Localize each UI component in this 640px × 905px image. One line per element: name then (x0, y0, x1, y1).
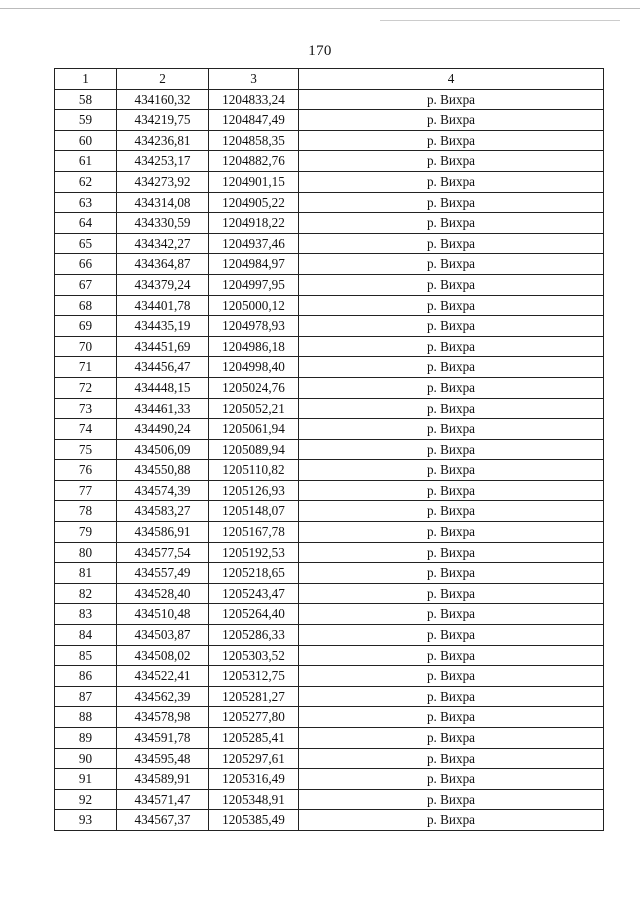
cell-y-coordinate: 1204901,15 (209, 171, 299, 192)
cell-y-coordinate: 1205316,49 (209, 769, 299, 790)
cell-y-coordinate: 1205303,52 (209, 645, 299, 666)
table-row (55, 316, 604, 337)
table-row (55, 501, 604, 522)
cell-y-coordinate: 1205052,21 (209, 398, 299, 419)
cell-x-coordinate: 434364,87 (117, 254, 209, 275)
cell-description: р. Вихра (299, 480, 604, 501)
table-row (55, 460, 604, 481)
cell-point-number: 76 (55, 460, 117, 481)
cell-y-coordinate: 1205348,91 (209, 789, 299, 810)
table-row (55, 480, 604, 501)
cell-x-coordinate: 434342,27 (117, 233, 209, 254)
cell-point-number: 93 (55, 810, 117, 831)
cell-x-coordinate: 434448,15 (117, 377, 209, 398)
cell-description: р. Вихра (299, 110, 604, 131)
cell-x-coordinate: 434236,81 (117, 130, 209, 151)
cell-y-coordinate: 1205277,80 (209, 707, 299, 728)
table-row (55, 213, 604, 234)
table-row (55, 295, 604, 316)
cell-y-coordinate: 1205148,07 (209, 501, 299, 522)
cell-point-number: 71 (55, 357, 117, 378)
cell-x-coordinate: 434503,87 (117, 625, 209, 646)
cell-y-coordinate: 1204918,22 (209, 213, 299, 234)
table-row (55, 377, 604, 398)
table-row (55, 274, 604, 295)
cell-y-coordinate: 1205264,40 (209, 604, 299, 625)
cell-x-coordinate: 434435,19 (117, 316, 209, 337)
column-header-y: 3 (209, 69, 299, 90)
cell-x-coordinate: 434522,41 (117, 666, 209, 687)
table-row (55, 357, 604, 378)
coordinates-table (54, 68, 604, 831)
cell-y-coordinate: 1205243,47 (209, 583, 299, 604)
cell-y-coordinate: 1205061,94 (209, 419, 299, 440)
cell-point-number: 88 (55, 707, 117, 728)
cell-x-coordinate: 434577,54 (117, 542, 209, 563)
table-row (55, 583, 604, 604)
cell-x-coordinate: 434578,98 (117, 707, 209, 728)
cell-y-coordinate: 1205126,93 (209, 480, 299, 501)
cell-description: р. Вихра (299, 130, 604, 151)
cell-point-number: 59 (55, 110, 117, 131)
table-row (55, 645, 604, 666)
cell-point-number: 79 (55, 522, 117, 543)
cell-x-coordinate: 434591,78 (117, 728, 209, 749)
table-row (55, 542, 604, 563)
cell-x-coordinate: 434583,27 (117, 501, 209, 522)
cell-y-coordinate: 1205312,75 (209, 666, 299, 687)
cell-description: р. Вихра (299, 233, 604, 254)
cell-y-coordinate: 1204847,49 (209, 110, 299, 131)
cell-point-number: 73 (55, 398, 117, 419)
cell-y-coordinate: 1205285,41 (209, 728, 299, 749)
cell-x-coordinate: 434557,49 (117, 563, 209, 584)
cell-description: р. Вихра (299, 439, 604, 460)
cell-y-coordinate: 1204937,46 (209, 233, 299, 254)
cell-description: р. Вихра (299, 316, 604, 337)
cell-description: р. Вихра (299, 171, 604, 192)
cell-description: р. Вихра (299, 542, 604, 563)
cell-y-coordinate: 1204997,95 (209, 274, 299, 295)
cell-description: р. Вихра (299, 645, 604, 666)
cell-description: р. Вихра (299, 419, 604, 440)
cell-point-number: 63 (55, 192, 117, 213)
cell-point-number: 89 (55, 728, 117, 749)
cell-x-coordinate: 434574,39 (117, 480, 209, 501)
cell-description: р. Вихра (299, 810, 604, 831)
cell-y-coordinate: 1205385,49 (209, 810, 299, 831)
cell-y-coordinate: 1204978,93 (209, 316, 299, 337)
cell-point-number: 70 (55, 336, 117, 357)
table-row (55, 666, 604, 687)
cell-point-number: 81 (55, 563, 117, 584)
cell-x-coordinate: 434314,08 (117, 192, 209, 213)
cell-description: р. Вихра (299, 789, 604, 810)
cell-point-number: 87 (55, 686, 117, 707)
table-row (55, 192, 604, 213)
cell-description: р. Вихра (299, 213, 604, 234)
cell-x-coordinate: 434456,47 (117, 357, 209, 378)
cell-point-number: 60 (55, 130, 117, 151)
cell-x-coordinate: 434330,59 (117, 213, 209, 234)
cell-x-coordinate: 434567,37 (117, 810, 209, 831)
cell-description: р. Вихра (299, 666, 604, 687)
cell-x-coordinate: 434510,48 (117, 604, 209, 625)
scan-artifact-line (0, 8, 640, 9)
table-row (55, 254, 604, 275)
cell-x-coordinate: 434595,48 (117, 748, 209, 769)
cell-x-coordinate: 434506,09 (117, 439, 209, 460)
cell-point-number: 65 (55, 233, 117, 254)
column-header-description: 4 (299, 69, 604, 90)
cell-point-number: 80 (55, 542, 117, 563)
cell-description: р. Вихра (299, 151, 604, 172)
cell-point-number: 67 (55, 274, 117, 295)
cell-description: р. Вихра (299, 295, 604, 316)
cell-x-coordinate: 434401,78 (117, 295, 209, 316)
cell-x-coordinate: 434528,40 (117, 583, 209, 604)
cell-description: р. Вихра (299, 254, 604, 275)
cell-y-coordinate: 1205089,94 (209, 439, 299, 460)
cell-y-coordinate: 1204986,18 (209, 336, 299, 357)
cell-description: р. Вихра (299, 769, 604, 790)
cell-point-number: 74 (55, 419, 117, 440)
cell-description: р. Вихра (299, 563, 604, 584)
table-row (55, 171, 604, 192)
cell-y-coordinate: 1204833,24 (209, 89, 299, 110)
cell-y-coordinate: 1204905,22 (209, 192, 299, 213)
cell-point-number: 90 (55, 748, 117, 769)
cell-x-coordinate: 434253,17 (117, 151, 209, 172)
cell-y-coordinate: 1205286,33 (209, 625, 299, 646)
cell-y-coordinate: 1205297,61 (209, 748, 299, 769)
table-row (55, 563, 604, 584)
table-row (55, 707, 604, 728)
table-row (55, 151, 604, 172)
cell-point-number: 75 (55, 439, 117, 460)
cell-description: р. Вихра (299, 707, 604, 728)
cell-point-number: 82 (55, 583, 117, 604)
cell-y-coordinate: 1204882,76 (209, 151, 299, 172)
cell-description: р. Вихра (299, 89, 604, 110)
table-row (55, 810, 604, 831)
table-header-row (55, 69, 604, 90)
cell-y-coordinate: 1204858,35 (209, 130, 299, 151)
cell-description: р. Вихра (299, 357, 604, 378)
table-row (55, 110, 604, 131)
table-row (55, 130, 604, 151)
cell-description: р. Вихра (299, 728, 604, 749)
table-row (55, 89, 604, 110)
table-row (55, 769, 604, 790)
cell-point-number: 85 (55, 645, 117, 666)
cell-y-coordinate: 1204998,40 (209, 357, 299, 378)
cell-description: р. Вихра (299, 686, 604, 707)
cell-y-coordinate: 1205281,27 (209, 686, 299, 707)
cell-description: р. Вихра (299, 583, 604, 604)
cell-description: р. Вихра (299, 604, 604, 625)
table-row (55, 789, 604, 810)
cell-description: р. Вихра (299, 377, 604, 398)
cell-point-number: 66 (55, 254, 117, 275)
cell-y-coordinate: 1204984,97 (209, 254, 299, 275)
cell-description: р. Вихра (299, 274, 604, 295)
table-row (55, 419, 604, 440)
cell-x-coordinate: 434451,69 (117, 336, 209, 357)
cell-description: р. Вихра (299, 501, 604, 522)
cell-x-coordinate: 434562,39 (117, 686, 209, 707)
cell-point-number: 64 (55, 213, 117, 234)
cell-point-number: 58 (55, 89, 117, 110)
cell-x-coordinate: 434589,91 (117, 769, 209, 790)
cell-x-coordinate: 434508,02 (117, 645, 209, 666)
table-row (55, 336, 604, 357)
cell-x-coordinate: 434461,33 (117, 398, 209, 419)
cell-x-coordinate: 434273,92 (117, 171, 209, 192)
cell-description: р. Вихра (299, 748, 604, 769)
cell-description: р. Вихра (299, 460, 604, 481)
table-row (55, 604, 604, 625)
cell-point-number: 92 (55, 789, 117, 810)
scan-artifact-line (380, 20, 620, 21)
cell-point-number: 91 (55, 769, 117, 790)
cell-y-coordinate: 1205218,65 (209, 563, 299, 584)
cell-point-number: 78 (55, 501, 117, 522)
cell-point-number: 86 (55, 666, 117, 687)
cell-x-coordinate: 434490,24 (117, 419, 209, 440)
cell-x-coordinate: 434379,24 (117, 274, 209, 295)
cell-y-coordinate: 1205000,12 (209, 295, 299, 316)
cell-point-number: 72 (55, 377, 117, 398)
cell-x-coordinate: 434571,47 (117, 789, 209, 810)
table-body (55, 89, 604, 830)
cell-point-number: 83 (55, 604, 117, 625)
table-row (55, 398, 604, 419)
table-row (55, 728, 604, 749)
cell-description: р. Вихра (299, 398, 604, 419)
cell-description: р. Вихра (299, 625, 604, 646)
cell-y-coordinate: 1205110,82 (209, 460, 299, 481)
table-row (55, 233, 604, 254)
cell-x-coordinate: 434550,88 (117, 460, 209, 481)
table-row (55, 439, 604, 460)
table-row (55, 625, 604, 646)
cell-description: р. Вихра (299, 522, 604, 543)
cell-x-coordinate: 434160,32 (117, 89, 209, 110)
table-row (55, 522, 604, 543)
cell-y-coordinate: 1205167,78 (209, 522, 299, 543)
column-header-point: 1 (55, 69, 117, 90)
table-row (55, 748, 604, 769)
cell-x-coordinate: 434586,91 (117, 522, 209, 543)
cell-y-coordinate: 1205192,53 (209, 542, 299, 563)
page-number: 170 (308, 43, 332, 59)
cell-point-number: 68 (55, 295, 117, 316)
cell-point-number: 69 (55, 316, 117, 337)
cell-point-number: 61 (55, 151, 117, 172)
cell-description: р. Вихра (299, 336, 604, 357)
cell-y-coordinate: 1205024,76 (209, 377, 299, 398)
column-header-x: 2 (117, 69, 209, 90)
cell-x-coordinate: 434219,75 (117, 110, 209, 131)
cell-description: р. Вихра (299, 192, 604, 213)
cell-point-number: 62 (55, 171, 117, 192)
cell-point-number: 77 (55, 480, 117, 501)
cell-point-number: 84 (55, 625, 117, 646)
table-row (55, 686, 604, 707)
